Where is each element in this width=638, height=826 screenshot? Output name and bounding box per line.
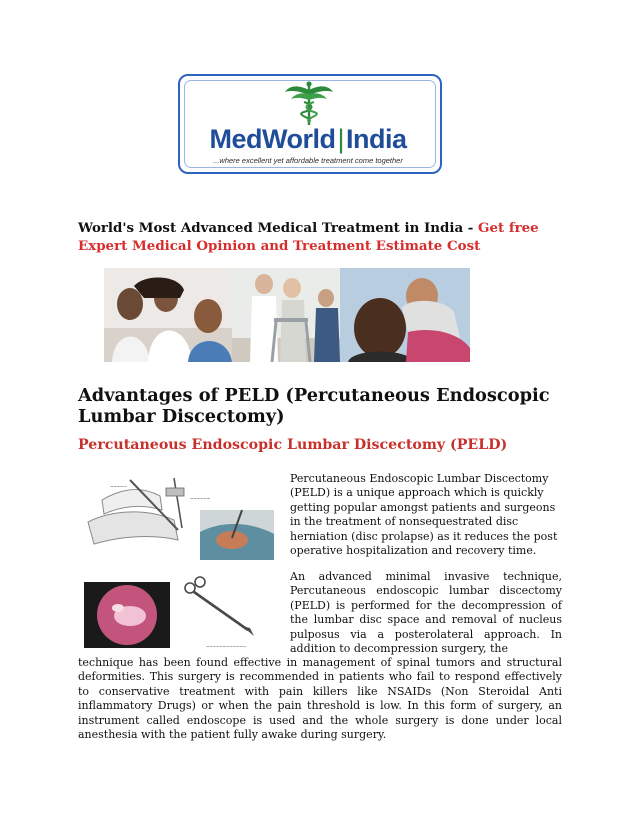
forceps-instrument	[185, 577, 254, 649]
headline	[78, 219, 558, 255]
caduceus-icon	[283, 80, 335, 126]
svg-text:~~~~~~~~~~~~: ~~~~~~~~~~~~	[206, 644, 247, 649]
headline-red-link[interactable]: Get free Expert Medical Opinion and Treatment Estimate Cost	[78, 220, 539, 254]
photo-elderly-walker	[232, 268, 340, 362]
photo-nurses	[104, 268, 232, 362]
logo-tagline: ...where excellent yet affordable treatment come together	[213, 156, 403, 165]
patient-care-photo-strip	[104, 268, 470, 362]
medworld-logo	[178, 74, 442, 174]
headline-black: World's Most Advanced Medical Treatment in India -	[78, 220, 479, 236]
endoscopic-surgery-photo	[200, 510, 274, 560]
photo-father-baby	[340, 268, 470, 362]
logo-separator: |	[337, 124, 344, 154]
sub-heading: Percutaneous Endoscopic Lumbar Discectomy (PELD)	[78, 437, 508, 453]
svg-text:~~~~~: ~~~~~	[110, 484, 127, 489]
logo-brand-left: MedWorld	[209, 124, 336, 154]
main-heading: Advantages of PELD (Percutaneous Endoscopic Lumbar Discectomy)	[78, 385, 550, 427]
paragraph-technique: An advanced minimal invasive technique, Percutaneous endoscopic lumbar discectomy (PELD) is performed for the decompression of the lumbar disc space and removal of nucleus pulposus via a posterolateral approach. In addition to decompression surgery, the	[290, 570, 562, 656]
logo-brand-right: India	[346, 124, 407, 154]
paragraph-intro: Percutaneous Endoscopic Lumbar Discectomy (PELD) is a unique approach which is quickly getting popular amongst patients and surgeons in the treatment of nonsequestrated disc herniation (disc prolapse) as it reduces the post operative hospitalization and recovery time.	[290, 472, 558, 558]
endoscope-view	[84, 582, 170, 648]
paragraph-technique-continued: technique has been found effective in management of spinal tumors and structural deformities. This surgery is recommended in patients who fail to respond effectively to conservative treatment with pain killers like NSAIDs (Non Steroidal Anti inflammatory Drugs) or when the pain threshold is low. In this form of surgery, an instrument called endoscope is used and the whole surgery is done under local anesthesia with the patient fully awake during surgery.	[78, 656, 562, 742]
peld-procedure-illustration	[82, 470, 278, 650]
logo-brand-text	[180, 124, 436, 155]
svg-text:~~~~~~: ~~~~~~	[190, 496, 211, 501]
surgeon-hands-drawing	[88, 478, 210, 544]
